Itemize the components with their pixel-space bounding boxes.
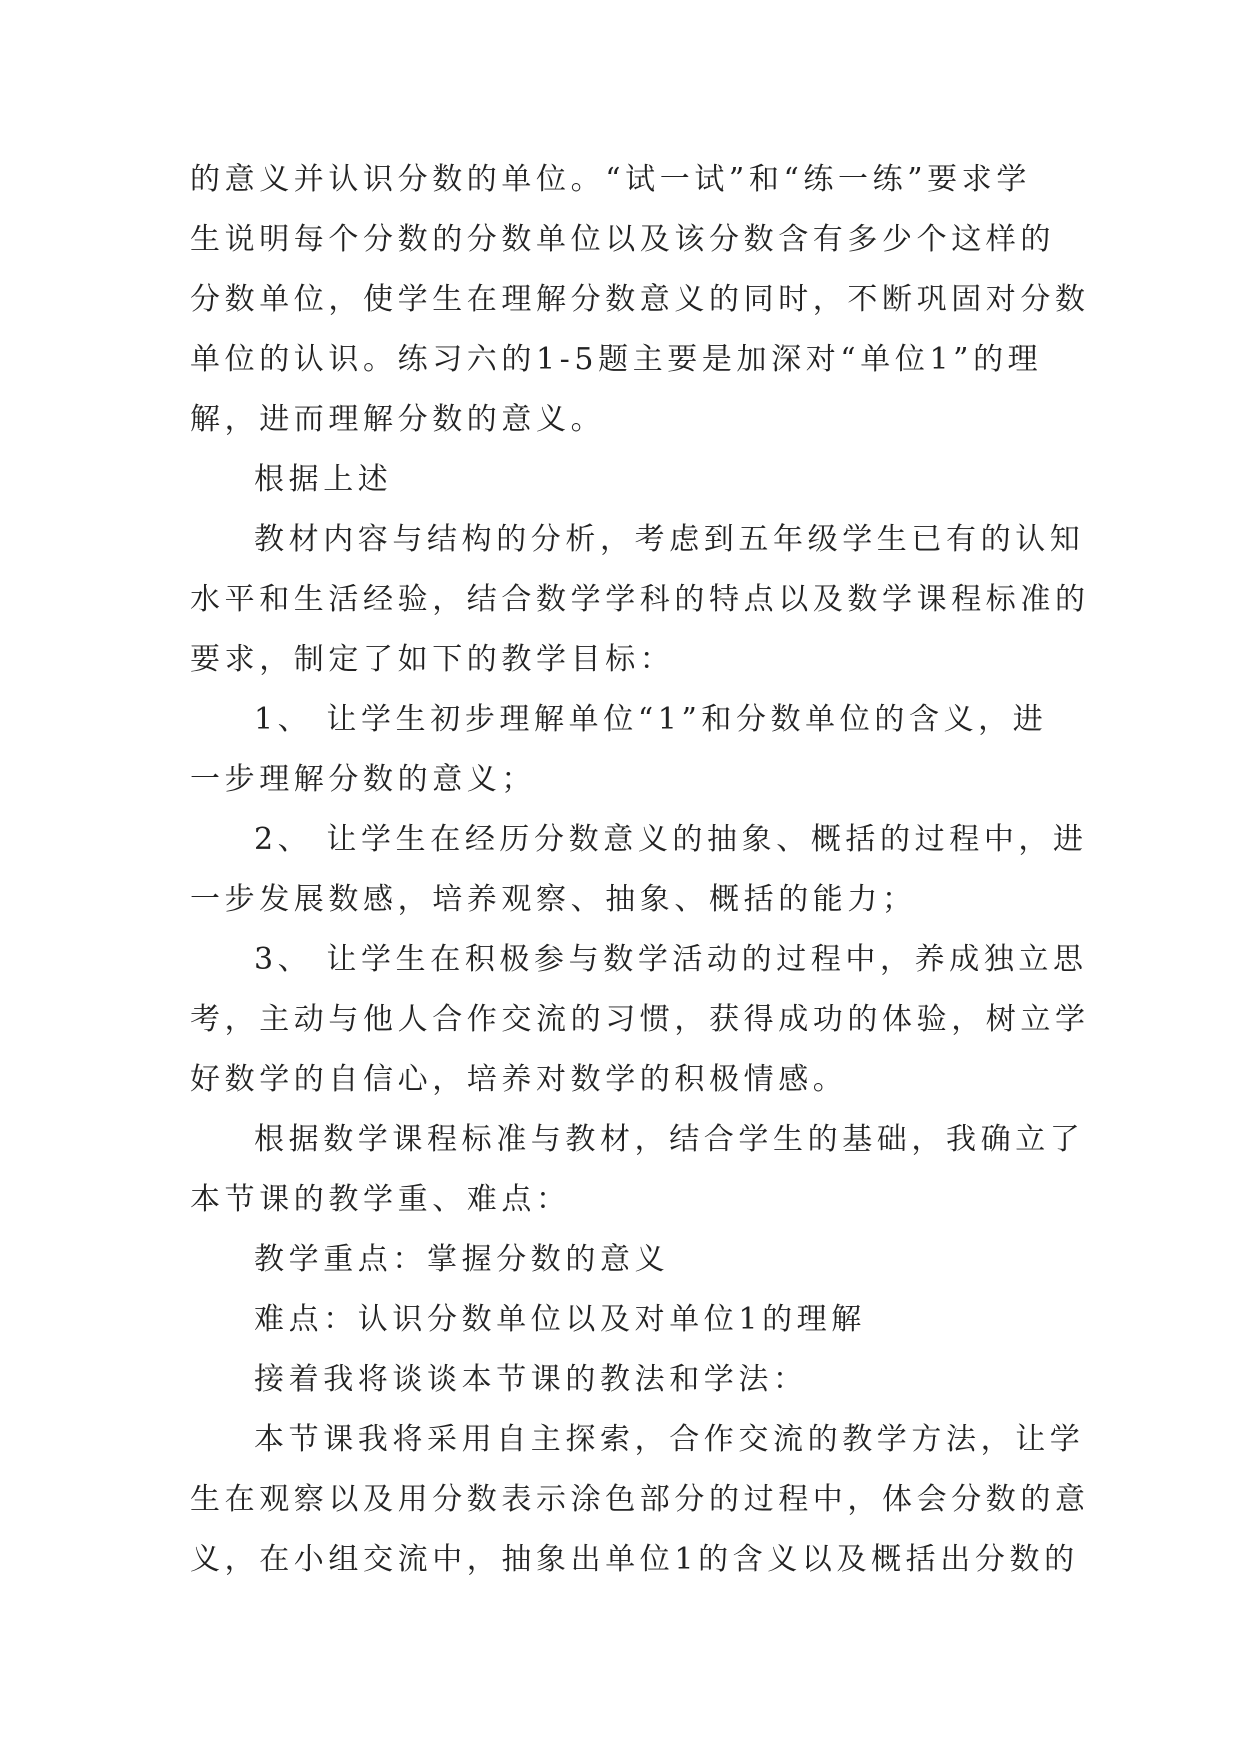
document-body: [190, 150, 1090, 1590]
text-line: 接着我将谈谈本节课的教法和学法：: [254, 1362, 808, 1397]
text-line: 本节课我将采用自主探索，合作交流的教学方法，让学: [254, 1422, 1085, 1457]
paragraph-heading: 根据上述: [254, 462, 393, 497]
key-point-line: 教学重点：掌握分数的意义: [254, 1242, 670, 1277]
text-line: 水平和生活经验，结合数学学科的特点以及数学课程标准的: [190, 582, 1090, 617]
text-line: 单位的认识。练习六的1-5题主要是加深对“单位1”的理: [190, 342, 1043, 377]
text-line: 本节课的教学重、难点：: [190, 1182, 571, 1217]
text-line: 义，在小组交流中，抽象出单位1的含义以及概括出分数的: [190, 1542, 1079, 1577]
text-line: 好数学的自信心，培养对数学的积极情感。: [190, 1062, 848, 1097]
list-item-goal-1: 1、 让学生初步理解单位“1”和分数单位的含义，进: [254, 702, 1048, 737]
list-item-goal-3: 3、 让学生在积极参与数学活动的过程中，养成独立思: [254, 942, 1088, 977]
difficulty-line: 难点：认识分数单位以及对单位1的理解: [254, 1302, 866, 1337]
text-line: 分数单位，使学生在理解分数意义的同时，不断巩固对分数: [190, 282, 1090, 317]
text-line: 一步发展数感，培养观察、抽象、概括的能力；: [190, 882, 917, 917]
text-line: 教材内容与结构的分析，考虑到五年级学生已有的认知: [254, 522, 1085, 557]
text-line: 考，主动与他人合作交流的习惯，获得成功的体验，树立学: [190, 1002, 1090, 1037]
text-line: 生说明每个分数的分数单位以及该分数含有多少个这样的: [190, 222, 1055, 257]
text-line: 一步理解分数的意义；: [190, 762, 536, 797]
text-line: 的意义并认识分数的单位。“试一试”和“练一练”要求学: [190, 162, 1031, 197]
text-line: 解，进而理解分数的意义。: [190, 402, 606, 437]
text-line: 要求，制定了如下的教学目标：: [190, 642, 675, 677]
text-line: 生在观察以及用分数表示涂色部分的过程中，体会分数的意: [190, 1482, 1090, 1517]
list-item-goal-2: 2、 让学生在经历分数意义的抽象、概括的过程中，进: [254, 822, 1088, 857]
text-line: 根据数学课程标准与教材，结合学生的基础，我确立了: [254, 1122, 1085, 1157]
